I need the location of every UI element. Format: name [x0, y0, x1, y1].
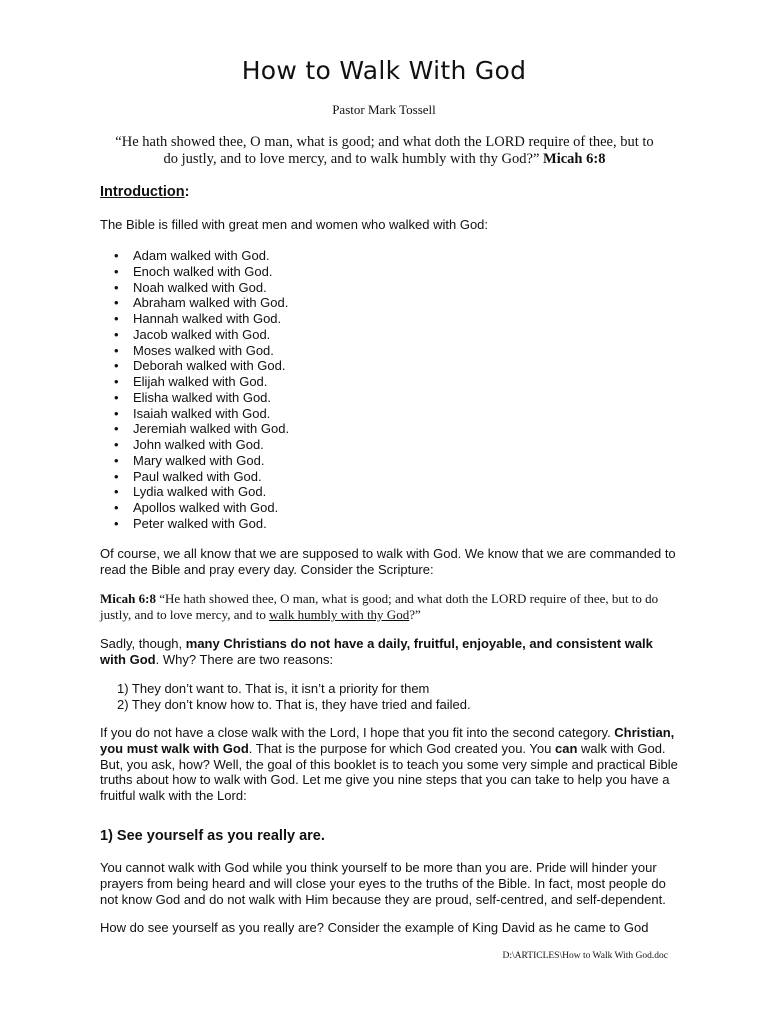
bullet-glyph: •	[114, 374, 119, 389]
bullet-glyph: •	[114, 279, 119, 295]
walker-text: Isaiah walked with God.	[133, 405, 271, 421]
scripture-underlined: walk humbly with thy God	[269, 606, 410, 622]
bullet-glyph: •	[114, 468, 119, 484]
walker-text: Hannah walked with God.	[133, 311, 282, 326]
epigraph	[112, 134, 657, 168]
bullet-glyph: •	[114, 263, 119, 279]
walker-text: Deborah walked with God.	[133, 358, 286, 374]
walker-text: Adam walked with God.	[133, 248, 270, 263]
walker-list-item	[114, 264, 289, 280]
bullet-glyph: •	[114, 389, 119, 405]
walker-list-item	[114, 248, 289, 264]
walker-list-item	[114, 295, 289, 311]
walker-text: Jacob walked with God.	[133, 326, 271, 342]
intro-heading-text: Introduction	[100, 184, 185, 200]
sadly-b: . Why? There are two reasons:	[155, 651, 334, 667]
intro-lead: The Bible is filled with great men and women who walked with God:	[100, 217, 489, 232]
walker-list-item	[114, 358, 289, 374]
footer-file-path: D:\ARTICLES\How to Walk With God.doc	[502, 951, 668, 961]
section-1-paragraph-1: You cannot walk with God while you think yourself to be more than you are. Pride will hinder your prayers from being heard and will close your eyes to the truths of the Bible. In fact, most people do not know God and do not walk with Him because they are proud, self-centred, and self-dependent.	[100, 860, 666, 907]
close-walk-b: . That is the purpose for which God created you. You	[248, 740, 555, 756]
walker-text: Moses walked with God.	[133, 342, 274, 358]
walker-list-item	[114, 437, 289, 453]
walker-list-item	[114, 484, 289, 500]
walker-text: Elisha walked with God.	[133, 389, 272, 405]
walker-text: John walked with God.	[133, 437, 264, 452]
scripture-text-a: “He hath showed thee, O man, what is good; and what doth the LORD require of thee, but to do justly, and to love mercy, and to	[100, 591, 659, 622]
bullet-glyph: •	[114, 311, 119, 326]
epigraph-text: “He hath showed thee, O man, what is good; and what doth the LORD require of thee, but to do justly, and to love mercy, and to walk humbly with thy God?”	[115, 134, 654, 167]
walker-list-item	[114, 280, 289, 296]
walker-text: Peter walked with God.	[133, 515, 267, 531]
walker-list-item	[114, 374, 289, 390]
reason-1: 1) They don’t want to. That is, it isn’t a priority for them	[117, 681, 430, 696]
walker-list-item	[114, 343, 289, 359]
walker-list-item	[114, 327, 289, 343]
sadly-a: Sadly, though,	[100, 636, 186, 651]
walker-list-item	[114, 406, 289, 422]
intro-heading-colon: :	[184, 184, 190, 200]
walker-list-item	[114, 453, 289, 469]
close-walk-paragraph	[100, 725, 680, 804]
reason-2: 2) They don’t know how to. That is, they have tried and failed.	[117, 697, 471, 712]
walkers-list	[114, 248, 289, 532]
close-walk-bold2: can	[554, 740, 578, 756]
scripture-paragraph	[100, 591, 680, 623]
bullet-glyph: •	[114, 405, 119, 421]
walker-text: Apollos walked with God.	[133, 500, 279, 515]
close-walk-a: If you do not have a close walk with the Lord, I hope that you fit into the second category.	[100, 725, 615, 740]
scripture-ref: Micah 6:8	[100, 591, 156, 606]
walker-text: Enoch walked with God.	[133, 263, 273, 279]
bullet-glyph: •	[114, 421, 119, 437]
epigraph-reference: Micah 6:8	[543, 151, 606, 167]
walker-text: Elijah walked with God.	[133, 374, 268, 389]
walker-list-item	[114, 500, 289, 516]
bullet-glyph: •	[114, 515, 119, 531]
sadly-bold: many Christians do not have a daily, fruitful, enjoyable, and consistent walk with God	[100, 636, 653, 667]
walker-text: Mary walked with God.	[133, 452, 265, 468]
walker-text: Paul walked with God.	[133, 468, 262, 484]
bullet-glyph: •	[114, 437, 119, 452]
walker-list-item	[114, 311, 289, 327]
bullet-glyph: •	[114, 295, 119, 311]
walker-text: Abraham walked with God.	[133, 295, 289, 311]
document-title: How to Walk With God	[241, 56, 527, 85]
walker-list-item	[114, 516, 289, 532]
section-1-paragraph-2: How do see yourself as you really are? Consider the example of King David as he came to God	[100, 920, 649, 935]
section-1-heading: 1) See yourself as you really are.	[100, 828, 325, 844]
of-course-paragraph: Of course, we all know that we are supposed to walk with God. We know that we are commanded to read the Bible and pray every day. Consider the Scripture:	[100, 546, 676, 577]
bullet-glyph: •	[114, 452, 119, 468]
walker-text: Lydia walked with God.	[133, 484, 267, 500]
walker-list-item	[114, 421, 289, 437]
walker-text: Noah walked with God.	[133, 279, 267, 295]
intro-heading	[100, 184, 189, 200]
bullet-glyph: •	[114, 358, 119, 374]
bullet-glyph: •	[114, 342, 119, 358]
bullet-glyph: •	[114, 500, 119, 515]
scripture-text-b: ?”	[409, 606, 421, 622]
walker-text: Jeremiah walked with God.	[133, 421, 290, 437]
sadly-paragraph	[100, 636, 680, 668]
author-line: Pastor Mark Tossell	[332, 102, 436, 117]
bullet-glyph: •	[114, 484, 119, 500]
close-walk-bold1: Christian, you must walk with God	[100, 725, 675, 756]
bullet-glyph: •	[114, 326, 119, 342]
walker-list-item	[114, 390, 289, 406]
walker-list-item	[114, 469, 289, 485]
close-walk-c: walk with God. But, you ask, how? Well, the goal of this booklet is to teach you some very simple and practical Bible truths about how to walk with God. Let me give you nine steps that you can take to help you have a fruitful walk with the Lord:	[100, 740, 678, 804]
bullet-glyph: •	[114, 248, 119, 263]
